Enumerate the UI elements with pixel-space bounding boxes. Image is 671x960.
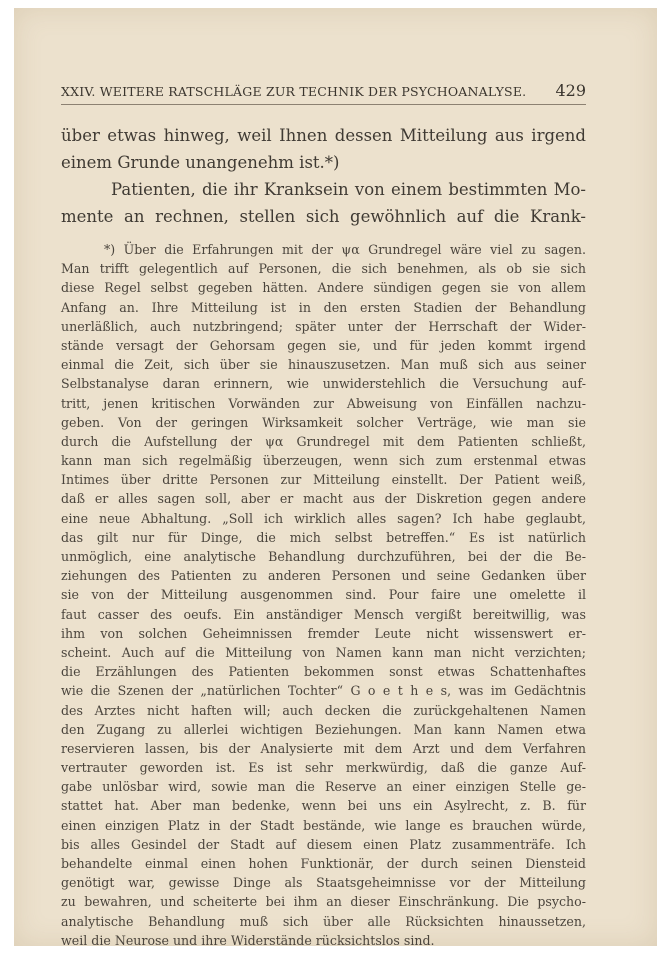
footnote-line: unerläßlich, auch nutzbringend; später unter der Herrschaft der Wider-: [61, 318, 586, 334]
footnote-line: diese Regel selbst gegeben hätten. Andere sündigen gegen sie von allem: [61, 280, 586, 296]
footnote-line: Anfang an. Ihre Mitteilung ist in den ersten Stadien der Behandlung: [61, 299, 586, 315]
footnote-line: eine neue Abhaltung. „Soll ich wirklich alles sagen? Ich habe geglaubt,: [61, 510, 586, 526]
footnote-line: gabe unlösbar wird, sowie man die Reserve an einer einzigen Stelle ge-: [61, 779, 586, 795]
text-line: Patienten, die ihr Kranksein von einem bestimmten Mo-: [111, 180, 586, 199]
footnote-line: *) Über die Erfahrungen mit der ψα Grundregel wäre viel zu sagen.: [104, 242, 586, 257]
footnote-line: faut casser des oeufs. Ein anständiger Mensch vergißt bereitwillig, was: [61, 606, 586, 622]
footnote-line: sie von der Mitteilung ausgenommen sind. Pour faire une omelette il: [61, 587, 586, 603]
footnote-line: behandelte einmal einen hohen Funktionär, der durch seinen Diensteid: [61, 856, 586, 871]
footnote-line: scheint. Auch auf die Mitteilung von Namen kann man nicht verzichten;: [61, 644, 586, 660]
running-head: [61, 80, 586, 105]
footnote-line: das gilt nur für Dinge, die mich selbst betreffen.“ Es ist natürlich: [61, 529, 586, 545]
footnote-line: daß er alles sagen soll, aber er macht aus der Diskretion gegen andere: [61, 491, 586, 507]
footnote-line: Man trifft gelegentlich auf Personen, die sich benehmen, als ob sie sich: [61, 261, 586, 277]
footnote-line: Intimes über dritte Personen zur Mitteilung einstellt. Der Patient weiß,: [61, 472, 586, 488]
footnote-line: bis alles Gesindel der Stadt auf diesem einen Platz zusammenträfe. Ich: [61, 836, 586, 852]
footnote-line: stattet hat. Aber man bedenke, wenn bei uns ein Asylrecht, z. B. für: [61, 798, 586, 814]
footnote-line: genötigt war, gewisse Dinge als Staatsgeheimnisse vor der Mitteilung: [61, 875, 586, 891]
footnote-line: tritt, jenen kritischen Vorwänden zur Abweisung von Einfällen nachzu-: [61, 395, 586, 411]
text-line: einem Grunde unangenehm ist.*): [61, 153, 340, 172]
footnote-line: die Erzählungen des Patienten bekommen sonst etwas Schattenhaftes: [61, 664, 586, 680]
footnote-line: ihm von solchen Geheimnissen fremder Leute nicht wissenswert er-: [61, 625, 586, 641]
running-title: XXIV. WEITERE RATSCHLÄGE ZUR TECHNIK DER PSYCHOANALYSE.: [61, 84, 527, 99]
footnote: [61, 240, 586, 950]
footnote-line: des Arztes nicht haften will; auch decken die zurückgehaltenen Namen: [61, 702, 586, 718]
text-line: über etwas hinweg, weil Ihnen dessen Mitteilung aus irgend: [61, 126, 586, 145]
footnote-line: analytische Behandlung muß sich über alle Rücksichten hinaussetzen,: [61, 913, 586, 929]
footnote-line: wie die Szenen der „natürlichen Tochter“ G o e t h e s, was im Gedächtnis: [61, 683, 586, 699]
footnote-line: den Zugang zu allerlei wichtigen Beziehungen. Man kann Namen etwa: [61, 721, 586, 737]
footnote-line: ziehungen des Patienten zu anderen Personen und seine Gedanken über: [61, 568, 586, 584]
footnote-line: vertrauter geworden ist. Es ist sehr merkwürdig, daß die ganze Auf-: [61, 760, 586, 776]
text-line: mente an rechnen, stellen sich gewöhnlich auf die Krank-: [61, 207, 586, 226]
main-text: [61, 122, 586, 230]
footnote-line: kann man sich regelmäßig überzeugen, wenn sich zum erstenmal etwas: [61, 453, 586, 469]
footnote-line: reservieren lassen, bis der Analysierte mit dem Arzt und dem Verfahren: [61, 740, 586, 756]
page-number: 429: [555, 81, 586, 100]
footnote-line: einmal die Zeit, sich über sie hinauszusetzen. Man muß sich aus seiner: [61, 357, 586, 373]
footnote-line: Selbstanalyse daran erinnern, wie unwiderstehlich die Versuchung auf-: [61, 376, 586, 392]
footnote-line: geben. Von der geringen Wirksamkeit solcher Verträge, wie man sie: [61, 414, 586, 430]
footnote-line: zu bewahren, und scheiterte bei ihm an dieser Einschränkung. Die psycho-: [61, 894, 586, 910]
footnote-line: unmöglich, eine analytische Behandlung durchzuführen, bei der die Be-: [61, 549, 586, 564]
footnote-line: stände versagt der Gehorsam gegen sie, und für jeden kommt irgend: [61, 337, 586, 353]
book-page: [14, 8, 657, 946]
footnote-line: einen einzigen Platz in der Stadt bestände, wie lange es brauchen würde,: [61, 817, 586, 833]
footnote-line: durch die Aufstellung der ψα Grundregel mit dem Patienten schließt,: [61, 433, 586, 449]
footnote-line: weil die Neurose und ihre Widerstände rücksichtslos sind.: [61, 932, 435, 948]
